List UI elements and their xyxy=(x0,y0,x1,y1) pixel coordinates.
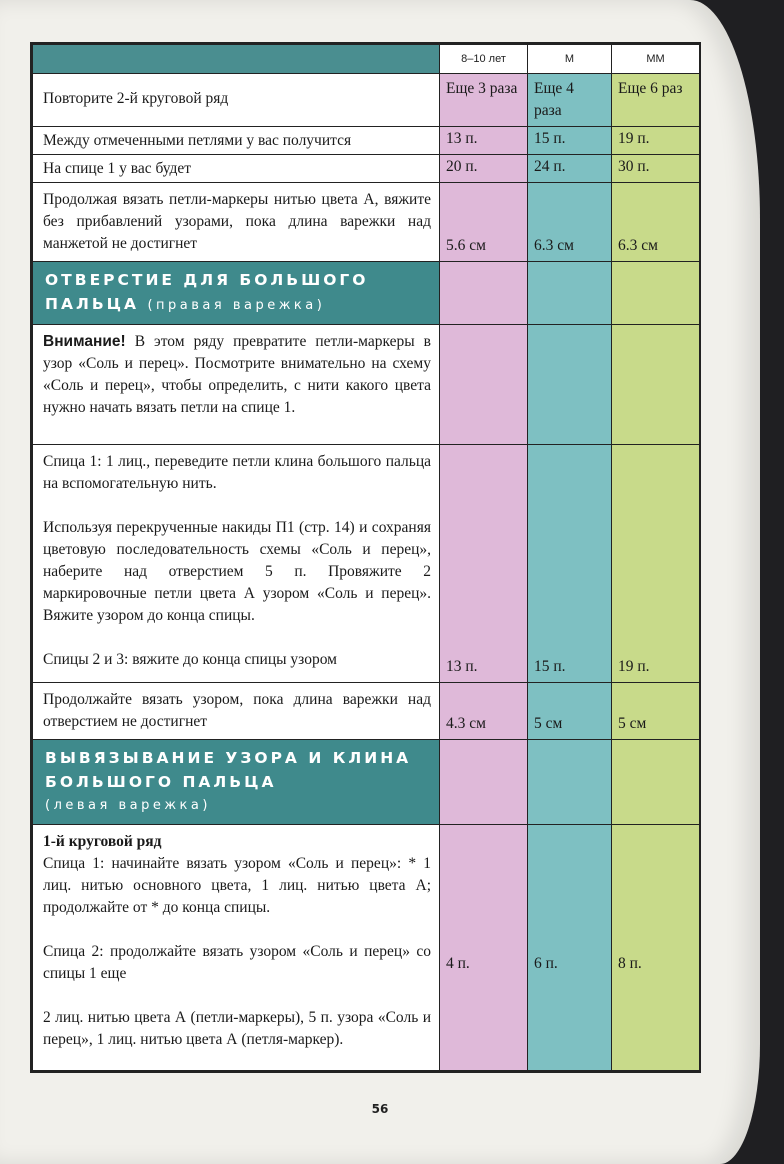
value-8-10: 4 п. xyxy=(440,825,528,1071)
section-header-row xyxy=(33,740,700,825)
page-number: 56 xyxy=(371,1102,389,1116)
row-heading: 1-й круговой ряд xyxy=(43,833,162,850)
size-header-8-10: 8–10 лет xyxy=(440,45,528,74)
value-8-10 xyxy=(440,740,528,825)
size-header-mm: ММ xyxy=(612,45,700,74)
row-text: На спице 1 у вас будет xyxy=(33,155,440,183)
row-text xyxy=(33,445,440,683)
value-8-10 xyxy=(440,262,528,325)
value-mm xyxy=(612,262,700,325)
value-m xyxy=(528,325,612,445)
value-mm xyxy=(612,740,700,825)
value-m: 5 см xyxy=(528,683,612,740)
table-row xyxy=(33,445,700,683)
table-row xyxy=(33,683,700,740)
row-text xyxy=(33,825,440,1071)
row-text: Продолжайте вязать узором, пока длина варежки над отверстием не достигнет xyxy=(33,683,440,740)
paragraph: Спица 1: начинайте вязать узором «Соль и перец»: * 1 лиц. нитью основного цвета, 1 лиц. нитью цвета А; продолжайте от * до конца спицы. xyxy=(43,855,431,916)
value-mm: 30 п. xyxy=(612,155,700,183)
value-m: 24 п. xyxy=(528,155,612,183)
paragraph: Используя перекрученные накиды П1 (стр. 14) и сохраняя цветовую последовательность схемы «Соль и перец», наберите над отверстием 5 п. Провяжите 2 маркировочные петли цвета А узором «Соль и перец». Вяжите узором до конца спицы. xyxy=(43,519,431,624)
section-subtitle: (правая варежка) xyxy=(147,298,326,313)
table-row xyxy=(33,325,700,445)
value-text: Еще 6 раз xyxy=(618,80,683,97)
section-title-pattern-gusset xyxy=(33,740,440,825)
size-header-row xyxy=(33,45,700,74)
paragraph: Спица 1: 1 лиц., переведите петли клина большого пальца на вспомогательную нить. xyxy=(43,453,431,492)
section-title: ОТВЕРСТИЕ ДЛЯ БОЛЬШОГО ПАЛЬЦА xyxy=(45,271,369,313)
value-8-10 xyxy=(440,325,528,445)
value-8-10: 13 п. xyxy=(440,445,528,683)
value-mm: 19 п. xyxy=(612,127,700,155)
value-8-10 xyxy=(440,74,528,127)
value-m: 15 п. xyxy=(528,127,612,155)
paragraph: Спицы 2 и 3: вяжите до конца спицы узором xyxy=(43,651,337,668)
value-8-10: 5.6 см xyxy=(440,183,528,262)
section-title: ВЫВЯЗЫВАНИЕ УЗОРА И КЛИНА xyxy=(45,749,412,767)
row-text: Повторите 2-й круговой ряд xyxy=(33,74,440,127)
attention-label: Внимание! xyxy=(43,333,126,350)
section-subtitle: (левая варежка) xyxy=(45,798,211,813)
paragraph: Спица 2: продолжайте вязать узором «Соль и перец» со спицы 1 еще xyxy=(43,943,431,982)
value-mm xyxy=(612,325,700,445)
attention-note xyxy=(33,325,440,445)
table-row xyxy=(33,825,700,1071)
pattern-table xyxy=(32,44,700,1071)
value-8-10: 4.3 см xyxy=(440,683,528,740)
value-m xyxy=(528,740,612,825)
value-text: Еще 3 раза xyxy=(446,80,518,97)
value-mm: 8 п. xyxy=(612,825,700,1071)
section-title: БОЛЬШОГО ПАЛЬЦА xyxy=(45,773,277,791)
size-header-m: М xyxy=(528,45,612,74)
row-text: Продолжая вязать петли-маркеры нитью цвета А, вяжите без прибавлений узорами, пока длина варежки над манжетой не достигнет xyxy=(33,183,440,262)
section-header-row xyxy=(33,262,700,325)
value-mm: 5 см xyxy=(612,683,700,740)
value-8-10: 20 п. xyxy=(440,155,528,183)
table-row xyxy=(33,183,700,262)
value-mm: 6.3 см xyxy=(612,183,700,262)
value-m: 6 п. xyxy=(528,825,612,1071)
value-mm xyxy=(612,74,700,127)
value-8-10: 13 п. xyxy=(440,127,528,155)
paragraph: 2 лиц. нитью цвета А (петли-маркеры), 5 п. узора «Соль и перец», 1 лиц. нитью цвета А (петля-маркер). xyxy=(43,1009,431,1048)
value-m: 15 п. xyxy=(528,445,612,683)
value-m xyxy=(528,262,612,325)
table-row xyxy=(33,74,700,127)
row-text: Между отмеченными петлями у вас получится xyxy=(33,127,440,155)
attention-text: В этом ряду превратите петли-маркеры в узор «Соль и перец». Посмотрите внимательно на схему «Соль и перец», чтобы определить, с нити какого цвета нужно начать вязать петли на спице 1. xyxy=(43,333,431,416)
section-title-thumb-hole xyxy=(33,262,440,325)
value-m: 6.3 см xyxy=(528,183,612,262)
header-blank-cell xyxy=(33,45,440,74)
table-row xyxy=(33,127,700,155)
value-text: Еще 4 раза xyxy=(534,80,574,119)
value-m xyxy=(528,74,612,127)
value-mm: 19 п. xyxy=(612,445,700,683)
table-row xyxy=(33,155,700,183)
pattern-table-frame xyxy=(30,42,701,1073)
